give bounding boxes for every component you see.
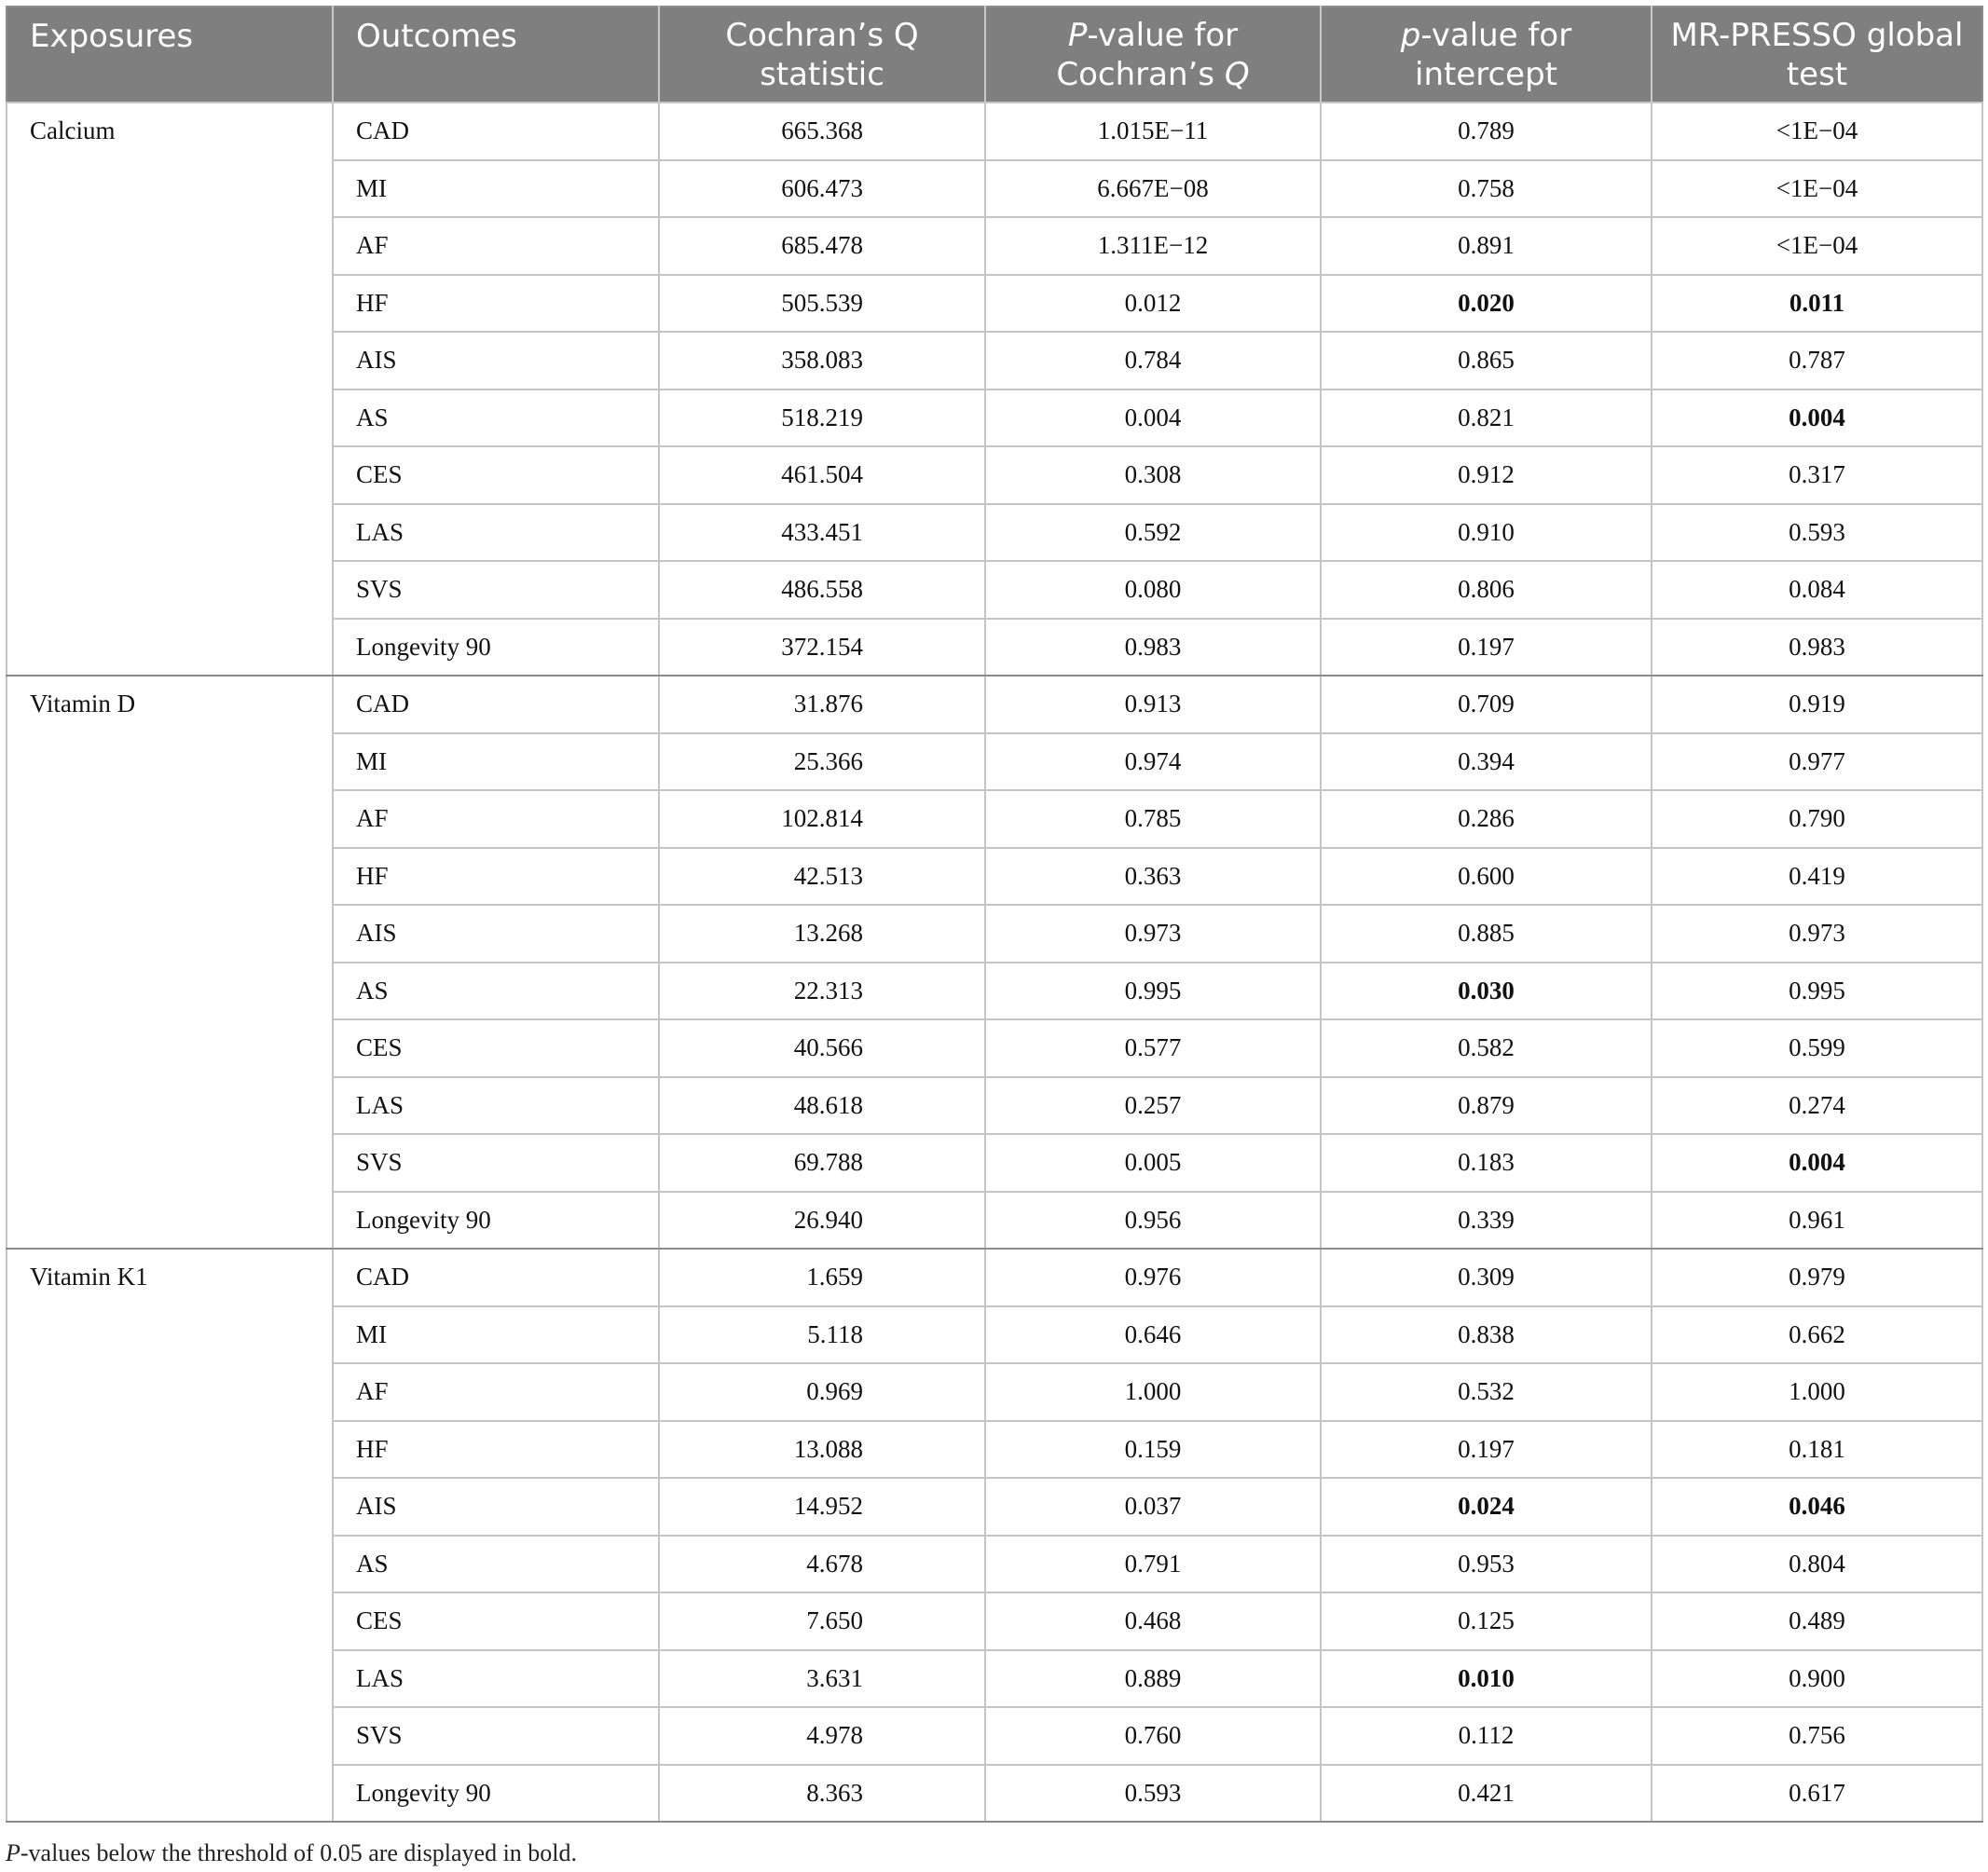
- p-value-intercept-cell: 0.125: [1321, 1592, 1652, 1650]
- p-value-cochran-cell: 0.159: [985, 1421, 1321, 1479]
- mr-presso-cell: <1E−04: [1652, 160, 1982, 218]
- header-row: [7, 7, 1982, 102]
- p-value-cochran-cell: 6.667E−08: [985, 160, 1321, 218]
- exposure-cell: Calcium: [7, 102, 333, 676]
- mr-presso-cell: 0.919: [1652, 676, 1982, 733]
- p-value-intercept-cell: 0.582: [1321, 1019, 1652, 1077]
- outcome-cell: Longevity 90: [333, 1765, 659, 1823]
- p-value-intercept-cell: 0.910: [1321, 504, 1652, 562]
- q-statistic-cell: 102.814: [659, 790, 985, 848]
- p-value-cochran-cell: 0.012: [985, 275, 1321, 333]
- p-value-intercept-cell: 0.010: [1321, 1650, 1652, 1708]
- q-statistic-cell: 7.650: [659, 1592, 985, 1650]
- p-value-intercept-cell: 0.030: [1321, 963, 1652, 1020]
- p-value-intercept-cell: 0.421: [1321, 1765, 1652, 1823]
- p-value-cochran-cell: 0.973: [985, 905, 1321, 963]
- p-value-intercept-cell: 0.183: [1321, 1134, 1652, 1192]
- mr-presso-cell: 0.961: [1652, 1192, 1982, 1250]
- p-value-cochran-cell: 0.080: [985, 561, 1321, 619]
- p-value-cochran-cell: 0.956: [985, 1192, 1321, 1250]
- p-value-cochran-cell: 0.005: [985, 1134, 1321, 1192]
- p-value-cochran-cell: 0.592: [985, 504, 1321, 562]
- outcome-cell: HF: [333, 275, 659, 333]
- q-statistic-cell: 26.940: [659, 1192, 985, 1250]
- header-q-statistic: Cochran’s Q statistic: [659, 7, 985, 102]
- outcome-cell: Longevity 90: [333, 619, 659, 676]
- mr-presso-cell: 0.046: [1652, 1478, 1982, 1536]
- q-statistic-cell: 4.978: [659, 1707, 985, 1765]
- q-statistic-cell: 48.618: [659, 1077, 985, 1135]
- p-value-intercept-cell: 0.806: [1321, 561, 1652, 619]
- p-value-cochran-cell: 0.577: [985, 1019, 1321, 1077]
- p-value-cochran-cell: 0.468: [985, 1592, 1321, 1650]
- p-value-cochran-cell: 0.983: [985, 619, 1321, 676]
- p-value-cochran-cell: 0.889: [985, 1650, 1321, 1708]
- p-value-intercept-cell: 0.532: [1321, 1363, 1652, 1421]
- mr-presso-cell: 0.419: [1652, 848, 1982, 906]
- outcome-cell: AS: [333, 963, 659, 1020]
- table-footnote: P-values below the threshold of 0.05 are displayed in bold.: [6, 1839, 578, 1866]
- q-statistic-cell: 13.268: [659, 905, 985, 963]
- p-value-intercept-cell: 0.953: [1321, 1536, 1652, 1593]
- p-value-intercept-cell: 0.879: [1321, 1077, 1652, 1135]
- outcome-cell: AF: [333, 790, 659, 848]
- p-value-intercept-cell: 0.197: [1321, 1421, 1652, 1479]
- q-statistic-cell: 685.478: [659, 217, 985, 275]
- q-statistic-cell: 486.558: [659, 561, 985, 619]
- p-value-cochran-cell: 0.257: [985, 1077, 1321, 1135]
- outcome-cell: LAS: [333, 504, 659, 562]
- mr-presso-cell: 0.599: [1652, 1019, 1982, 1077]
- header-outcomes: Outcomes: [333, 7, 659, 102]
- mr-presso-cell: <1E−04: [1652, 217, 1982, 275]
- mr-presso-cell: 0.274: [1652, 1077, 1982, 1135]
- q-statistic-cell: 13.088: [659, 1421, 985, 1479]
- q-statistic-cell: 42.513: [659, 848, 985, 906]
- p-value-intercept-cell: 0.309: [1321, 1249, 1652, 1306]
- outcome-cell: CAD: [333, 676, 659, 733]
- outcome-cell: LAS: [333, 1077, 659, 1135]
- mr-presso-cell: 0.084: [1652, 561, 1982, 619]
- p-value-intercept-cell: 0.891: [1321, 217, 1652, 275]
- mr-presso-cell: 0.973: [1652, 905, 1982, 963]
- q-statistic-cell: 606.473: [659, 160, 985, 218]
- outcome-cell: HF: [333, 1421, 659, 1479]
- p-value-cochran-cell: 0.995: [985, 963, 1321, 1020]
- p-value-cochran-cell: 0.784: [985, 332, 1321, 389]
- mr-presso-cell: 0.593: [1652, 504, 1982, 562]
- p-value-intercept-cell: 0.912: [1321, 446, 1652, 504]
- header-p-value-cochran: P-value for Cochran’s Q: [985, 7, 1321, 102]
- p-value-cochran-cell: 0.785: [985, 790, 1321, 848]
- q-statistic-cell: 1.659: [659, 1249, 985, 1306]
- p-value-intercept-cell: 0.838: [1321, 1306, 1652, 1364]
- table-row: [7, 676, 1982, 733]
- p-value-cochran-cell: 1.015E−11: [985, 102, 1321, 160]
- q-statistic-cell: 5.118: [659, 1306, 985, 1364]
- mr-presso-cell: 0.983: [1652, 619, 1982, 676]
- outcome-cell: AIS: [333, 332, 659, 389]
- table-body: [7, 102, 1982, 1822]
- mr-presso-cell: 1.000: [1652, 1363, 1982, 1421]
- p-value-cochran-cell: 0.308: [985, 446, 1321, 504]
- outcome-cell: AIS: [333, 905, 659, 963]
- mr-presso-cell: 0.979: [1652, 1249, 1982, 1306]
- header-mr-presso: MR-PRESSO global test: [1652, 7, 1982, 102]
- p-value-cochran-cell: 0.976: [985, 1249, 1321, 1306]
- outcome-cell: CAD: [333, 1249, 659, 1306]
- outcome-cell: SVS: [333, 1707, 659, 1765]
- q-statistic-cell: 665.368: [659, 102, 985, 160]
- mr-presso-cell: 0.181: [1652, 1421, 1982, 1479]
- p-value-cochran-cell: 1.000: [985, 1363, 1321, 1421]
- mr-presso-cell: 0.787: [1652, 332, 1982, 389]
- mr-presso-cell: 0.790: [1652, 790, 1982, 848]
- p-value-cochran-cell: 0.004: [985, 389, 1321, 447]
- outcome-cell: AIS: [333, 1478, 659, 1536]
- outcome-cell: AS: [333, 1536, 659, 1593]
- q-statistic-cell: 505.539: [659, 275, 985, 333]
- outcome-cell: CES: [333, 1019, 659, 1077]
- outcome-cell: HF: [333, 848, 659, 906]
- p-value-intercept-cell: 0.709: [1321, 676, 1652, 733]
- outcome-cell: MI: [333, 160, 659, 218]
- q-statistic-cell: 69.788: [659, 1134, 985, 1192]
- p-value-cochran-cell: 0.760: [985, 1707, 1321, 1765]
- q-statistic-cell: 372.154: [659, 619, 985, 676]
- p-value-intercept-cell: 0.758: [1321, 160, 1652, 218]
- q-statistic-cell: 14.952: [659, 1478, 985, 1536]
- mr-presso-cell: <1E−04: [1652, 102, 1982, 160]
- outcome-cell: CES: [333, 446, 659, 504]
- exposure-cell: Vitamin K1: [7, 1249, 333, 1822]
- mr-presso-cell: 0.662: [1652, 1306, 1982, 1364]
- p-value-cochran-cell: 0.037: [985, 1478, 1321, 1536]
- mr-presso-cell: 0.977: [1652, 733, 1982, 791]
- mr-presso-cell: 0.004: [1652, 1134, 1982, 1192]
- p-value-intercept-cell: 0.789: [1321, 102, 1652, 160]
- outcome-cell: SVS: [333, 561, 659, 619]
- p-value-intercept-cell: 0.865: [1321, 332, 1652, 389]
- p-value-cochran-cell: 0.593: [985, 1765, 1321, 1823]
- p-value-cochran-cell: 0.363: [985, 848, 1321, 906]
- q-statistic-cell: 8.363: [659, 1765, 985, 1823]
- mr-presso-cell: 0.756: [1652, 1707, 1982, 1765]
- p-value-intercept-cell: 0.394: [1321, 733, 1652, 791]
- p-value-intercept-cell: 0.339: [1321, 1192, 1652, 1250]
- exposure-cell: Vitamin D: [7, 676, 333, 1249]
- outcome-cell: CAD: [333, 102, 659, 160]
- table-row: [7, 1249, 1982, 1306]
- q-statistic-cell: 0.969: [659, 1363, 985, 1421]
- q-statistic-cell: 358.083: [659, 332, 985, 389]
- outcome-cell: CES: [333, 1592, 659, 1650]
- p-value-cochran-cell: 0.646: [985, 1306, 1321, 1364]
- q-statistic-cell: 461.504: [659, 446, 985, 504]
- q-statistic-cell: 433.451: [659, 504, 985, 562]
- q-statistic-cell: 25.366: [659, 733, 985, 791]
- p-value-cochran-cell: 0.974: [985, 733, 1321, 791]
- header-p-value-intercept: p-value for intercept: [1321, 7, 1652, 102]
- table-row: [7, 102, 1982, 160]
- mr-presso-cell: 0.489: [1652, 1592, 1982, 1650]
- p-value-intercept-cell: 0.600: [1321, 848, 1652, 906]
- mr-presso-cell: 0.617: [1652, 1765, 1982, 1823]
- q-statistic-cell: 31.876: [659, 676, 985, 733]
- mr-presso-cell: 0.995: [1652, 963, 1982, 1020]
- mr-presso-cell: 0.900: [1652, 1650, 1982, 1708]
- document: [6, 6, 1981, 1867]
- q-statistic-cell: 3.631: [659, 1650, 985, 1708]
- p-value-intercept-cell: 0.197: [1321, 619, 1652, 676]
- mr-presso-cell: 0.004: [1652, 389, 1982, 447]
- outcome-cell: AS: [333, 389, 659, 447]
- q-statistic-cell: 4.678: [659, 1536, 985, 1593]
- outcome-cell: LAS: [333, 1650, 659, 1708]
- outcome-cell: SVS: [333, 1134, 659, 1192]
- p-value-intercept-cell: 0.024: [1321, 1478, 1652, 1536]
- q-statistic-cell: 22.313: [659, 963, 985, 1020]
- p-value-intercept-cell: 0.020: [1321, 275, 1652, 333]
- p-value-cochran-cell: 0.913: [985, 676, 1321, 733]
- results-table: [6, 6, 1983, 1823]
- q-statistic-cell: 518.219: [659, 389, 985, 447]
- outcome-cell: AF: [333, 1363, 659, 1421]
- p-value-intercept-cell: 0.821: [1321, 389, 1652, 447]
- p-value-intercept-cell: 0.286: [1321, 790, 1652, 848]
- p-value-cochran-cell: 0.791: [985, 1536, 1321, 1593]
- outcome-cell: Longevity 90: [333, 1192, 659, 1250]
- p-value-intercept-cell: 0.112: [1321, 1707, 1652, 1765]
- header-exposures: Exposures: [7, 7, 333, 102]
- outcome-cell: AF: [333, 217, 659, 275]
- p-value-intercept-cell: 0.885: [1321, 905, 1652, 963]
- q-statistic-cell: 40.566: [659, 1019, 985, 1077]
- mr-presso-cell: 0.011: [1652, 275, 1982, 333]
- outcome-cell: MI: [333, 1306, 659, 1364]
- mr-presso-cell: 0.804: [1652, 1536, 1982, 1593]
- mr-presso-cell: 0.317: [1652, 446, 1982, 504]
- p-value-cochran-cell: 1.311E−12: [985, 217, 1321, 275]
- outcome-cell: MI: [333, 733, 659, 791]
